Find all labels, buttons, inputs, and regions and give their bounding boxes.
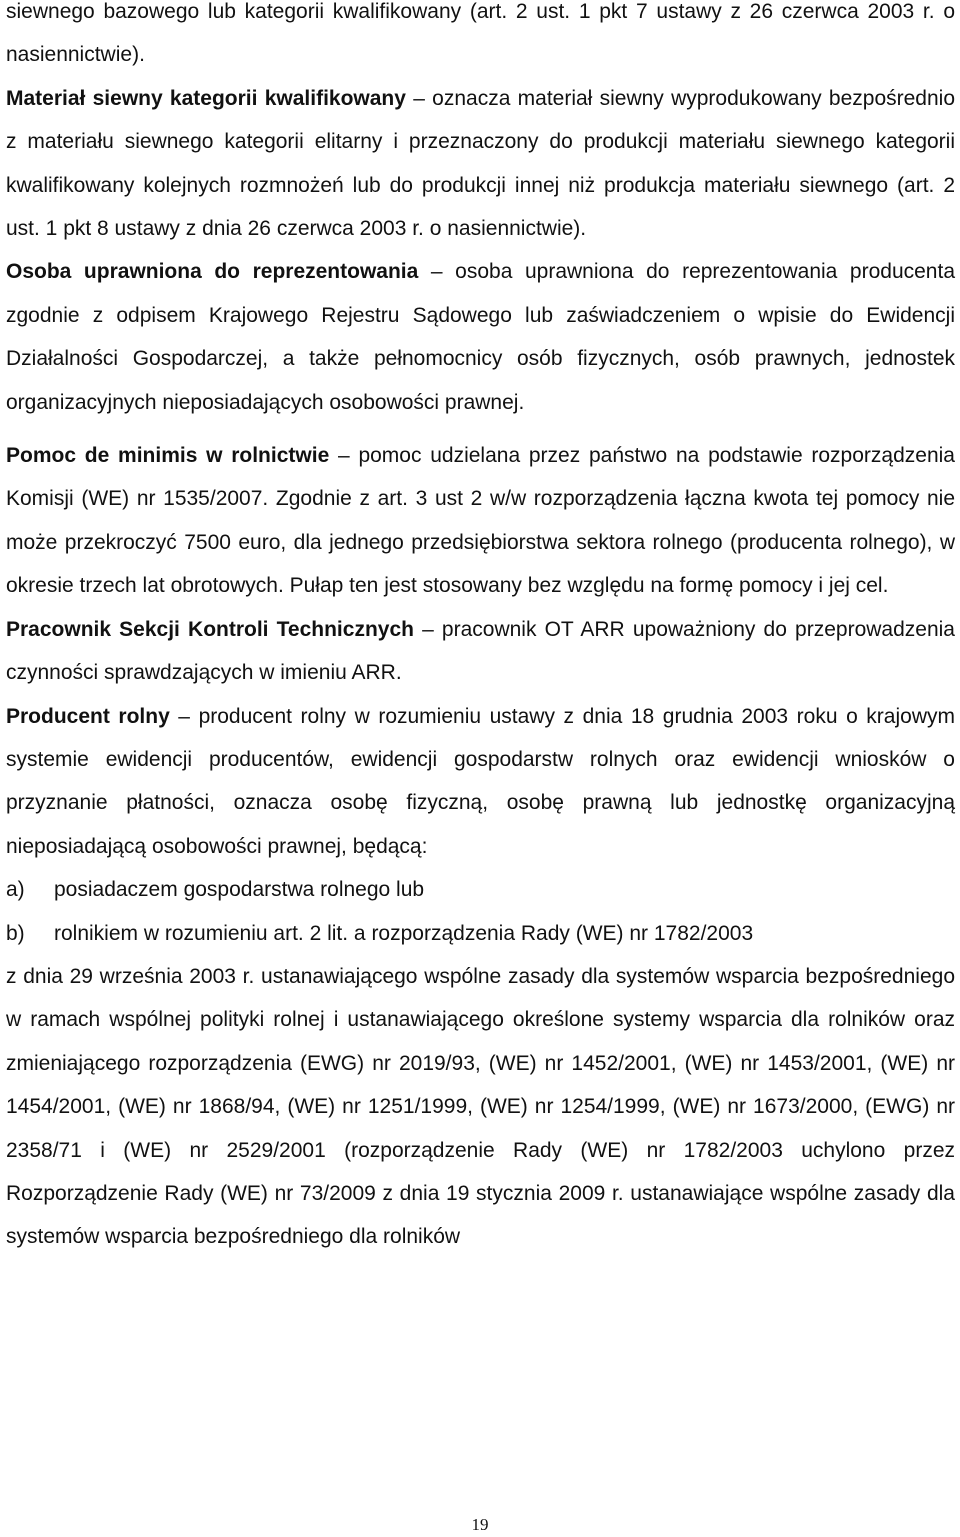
definition-term: Producent rolny	[6, 704, 170, 728]
definition-osoba-uprawniona	[6, 250, 955, 424]
continuation-paragraph: siewnego bazowego lub kategorii kwalifikowany (art. 2 ust. 1 pkt 7 ustawy z 26 czerwca 2003 r. o nasiennictwie).	[6, 0, 955, 67]
page-number: 19	[471, 1515, 489, 1534]
list-marker: a)	[6, 878, 25, 902]
definition-pracownik-sekcji	[6, 608, 955, 695]
definition-body: pracownik OT ARR upoważniony do przeprowadzenia czynności sprawdzających w imieniu ARR.	[6, 617, 955, 685]
definition-pomoc-de-minimis	[6, 434, 955, 608]
definition-dash: –	[329, 444, 359, 468]
definition-body: osoba uprawniona do reprezentowania producenta zgodnie z odpisem Krajowego Rejestru Sądowego lub zaświadczeniem o wpisie do Ewidencji Działalności Gospodarczej, a także pełnomocnicy osób fizycznych, osób prawnych, jednostek organizacyjnych nieposiadających osobowości prawnej.	[6, 260, 956, 414]
definition-term: Osoba uprawniona do reprezentowania	[6, 260, 419, 284]
definition-dash: –	[418, 260, 456, 284]
list-item	[6, 912, 955, 955]
definition-body: producent rolny w rozumieniu ustawy z dnia 18 grudnia 2003 roku o krajowym systemie ewidencji producentów, ewidencji gospodarstw rolnych oraz ewidencji wniosków o przyznanie płatności, oznacza osobę fizyczną, osobę prawną lub jednostkę organizacyjną nieposiadającą osobowości prawnej, będącą:	[6, 704, 955, 858]
list-marker: b)	[6, 921, 25, 945]
list-item	[6, 868, 955, 911]
definition-body: pomoc udzielana przez państwo na podstawie rozporządzenia Komisji (WE) nr 1535/2007. Zgodnie z art. 3 ust 2 w/w rozporządzenia łączna kwota tej pomocy nie może przekroczyć 7500 euro, dla jednego przedsiębiorstwa sektora rolnego (producenta rolnego), w okresie trzech lat obrotowych. Pułap ten jest stosowany bez względu na formę pomocy i jej cel.	[6, 444, 955, 598]
definition-dash: –	[405, 86, 433, 110]
list-text: posiadaczem gospodarstwa rolnego lub	[54, 878, 425, 902]
definition-materialy-siewny	[6, 77, 955, 251]
definition-producent-rolny	[6, 695, 955, 869]
list-text: rolnikiem w rozumieniu art. 2 lit. a rozporządzenia Rady (WE) nr 1782/2003	[54, 921, 754, 945]
definition-dash: –	[413, 617, 442, 641]
definition-term: Pomoc de minimis w rolnictwie	[6, 444, 330, 468]
list-continuation-paragraph: z dnia 29 września 2003 r. ustanawiającego wspólne zasady dla systemów wsparcia bezpośredniego w ramach wspólnej polityki rolnej i ustanawiającego określone systemy wsparcia dla rolników oraz zmieniającego rozporządzenia (EWG) nr 2019/93, (WE) nr 1452/2001, (WE) nr 1453/2001, (WE) nr 1454/2001, (WE) nr 1868/94, (WE) nr 1251/1999, (WE) nr 1254/1999, (WE) nr 1673/2000, (EWG) nr 2358/71 i (WE) nr 2529/2001 (rozporządzenie Rady (WE) nr 1782/2003 uchylono przez Rozporządzenie Rady (WE) nr 73/2009 z dnia 19 stycznia 2009 r. ustanawiające wspólne zasady dla systemów wsparcia bezpośredniego dla rolników	[6, 964, 955, 1249]
definition-dash: –	[169, 704, 199, 728]
definition-body: oznacza materiał siewny wyprodukowany bezpośrednio z materiału siewnego kategorii elitarny i przeznaczony do produkcji materiału siewnego kategorii kwalifikowany kolejnych rozmnożeń lub do produkcji innej niż produkcja materiału siewnego (art. 2 ust. 1 pkt 8 ustawy z dnia 26 czerwca 2003 r. o nasiennictwie).	[6, 86, 955, 241]
document-body	[6, 0, 955, 1259]
definition-term: Materiał siewny kategorii kwalifikowany	[6, 86, 406, 110]
definition-term: Pracownik Sekcji Kontroli Technicznych	[6, 617, 414, 641]
